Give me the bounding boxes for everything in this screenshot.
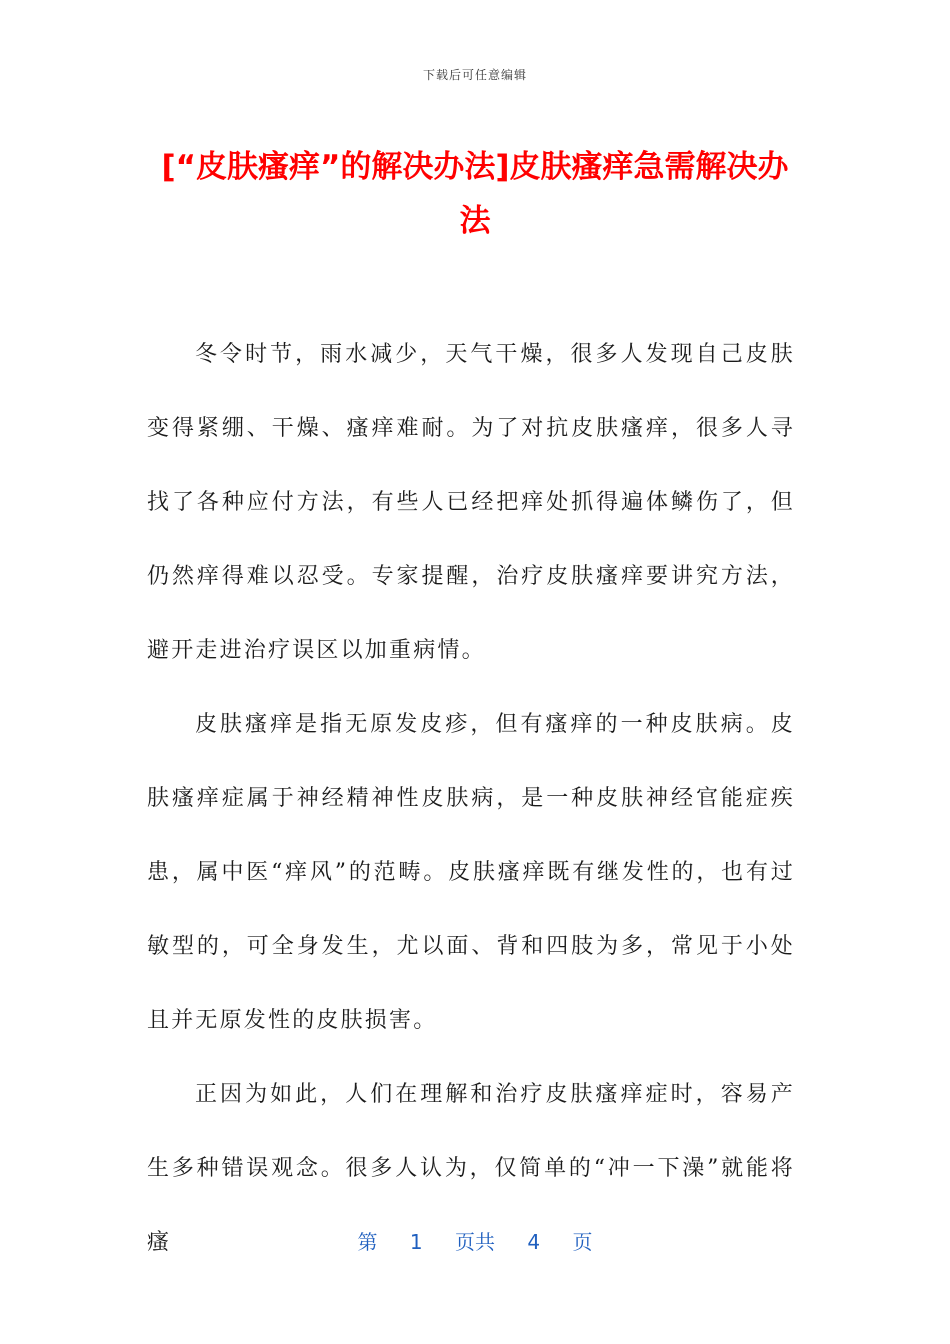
page-footer: [0, 1226, 950, 1255]
paragraph: 正因为如此，人们在理解和治疗皮肤瘙痒症时，容易产生多种错误观念。很多人认为，仅简单的“冲一下澡”就能将瘙: [147, 1082, 795, 1255]
document-title: [“皮肤瘙痒”的解决办法]皮肤瘙痒急需解决办法: [161, 149, 789, 239]
total-pages-number: 4: [527, 1230, 541, 1254]
paragraph: 皮肤瘙痒是指无原发皮疹，但有瘙痒的一种皮肤病。皮肤瘙痒症属于神经精神性皮肤病，是一种皮肤神经官能症疾患，属中医“痒风”的范畴。皮肤瘙痒既有继发性的，也有过敏型的，可全身发生，尤以面、背和四肢为多，常见于小处且并无原发性的皮肤损害。: [147, 712, 795, 1033]
document-body: [147, 318, 795, 1280]
page-label-prefix: 第: [357, 1230, 378, 1254]
page-label-mid: 页共: [455, 1230, 495, 1254]
header-note: 下载后可任意编辑: [422, 68, 527, 82]
paragraph: 冬令时节，雨水减少，天气干燥，很多人发现自己皮肤变得紧绷、干燥、瘙痒难耐。为了对抗皮肤瘙痒，很多人寻找了各种应付方法，有些人已经把痒处抓得遍体鳞伤了，但仍然痒得难以忍受。专家提醒，治疗皮肤瘙痒要讲究方法，避开走进治疗误区以加重病情。: [147, 342, 795, 663]
current-page-number: 1: [409, 1230, 423, 1254]
page-label-suffix: 页: [572, 1230, 593, 1254]
